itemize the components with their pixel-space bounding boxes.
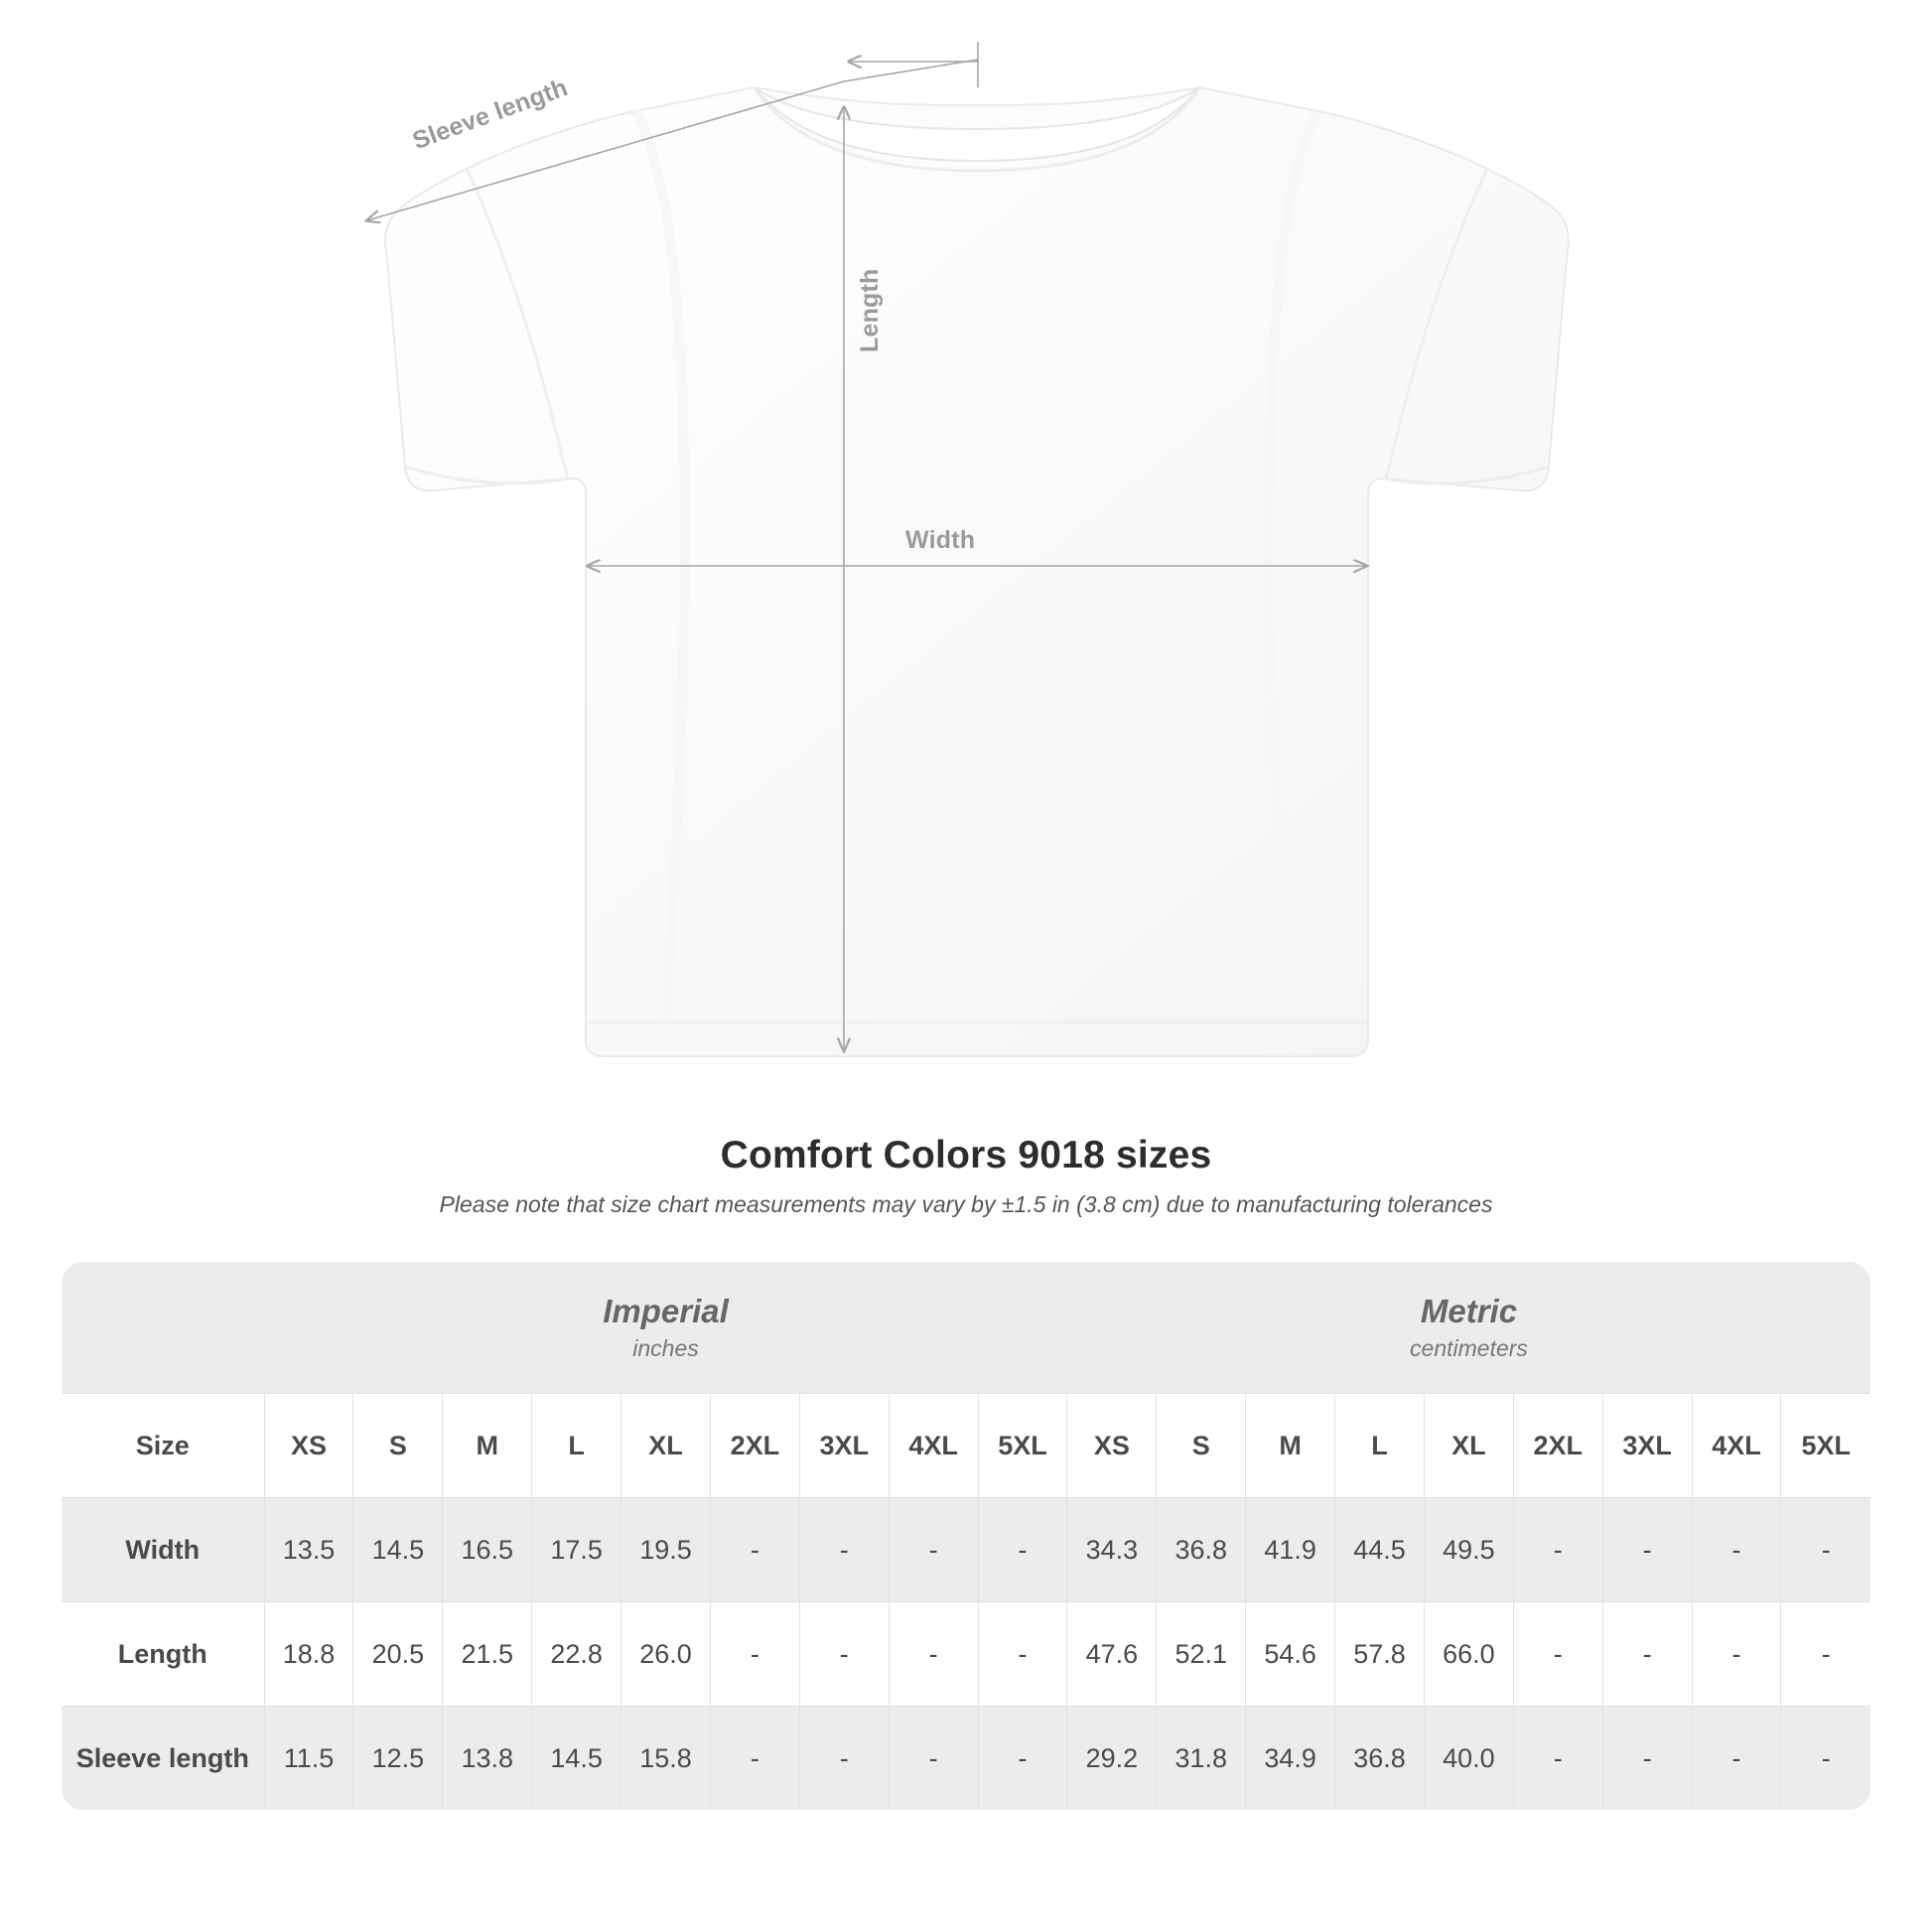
cell-sleeve-16: - [1692, 1707, 1781, 1811]
cell-length-1: 20.5 [353, 1602, 443, 1707]
cell-length-0: 18.8 [264, 1602, 353, 1707]
size-header-m-imperial: M [443, 1394, 532, 1498]
page-title: Comfort Colors 9018 sizes [720, 1134, 1212, 1176]
size-header-s-imperial: S [353, 1394, 443, 1498]
cell-width-7: - [889, 1498, 978, 1602]
cell-sleeve-4: 15.8 [621, 1707, 711, 1811]
cell-width-6: - [799, 1498, 889, 1602]
tshirt-shape [385, 87, 1569, 1056]
cell-sleeve-8: - [978, 1707, 1067, 1811]
cell-width-1: 14.5 [353, 1498, 443, 1602]
cell-sleeve-2: 13.8 [443, 1707, 532, 1811]
cell-sleeve-10: 31.8 [1157, 1707, 1246, 1811]
cell-sleeve-12: 36.8 [1335, 1707, 1425, 1811]
size-header-m-metric: M [1246, 1394, 1335, 1498]
cell-width-11: 41.9 [1246, 1498, 1335, 1602]
cell-sleeve-3: 14.5 [532, 1707, 621, 1811]
size-header-2xl-imperial: 2XL [710, 1394, 799, 1498]
cell-sleeve-9: 29.2 [1067, 1707, 1157, 1811]
cell-sleeve-7: - [889, 1707, 978, 1811]
cell-width-15: - [1602, 1498, 1692, 1602]
cell-width-9: 34.3 [1067, 1498, 1157, 1602]
cell-length-7: - [889, 1602, 978, 1707]
cell-length-17: - [1781, 1602, 1870, 1707]
row-label-length: Length [62, 1602, 264, 1707]
size-header-xl-imperial: XL [621, 1394, 711, 1498]
cell-width-0: 13.5 [264, 1498, 353, 1602]
cell-width-5: - [710, 1498, 799, 1602]
row-label-width: Width [62, 1498, 264, 1602]
sleeve-length-label: Sleeve length [409, 72, 572, 156]
cell-width-13: 49.5 [1424, 1498, 1513, 1602]
length-label: Length [856, 268, 884, 352]
size-header-5xl-metric: 5XL [1781, 1394, 1870, 1498]
cell-width-16: - [1692, 1498, 1781, 1602]
cell-length-11: 54.6 [1246, 1602, 1335, 1707]
cell-width-3: 17.5 [532, 1498, 621, 1602]
size-table [62, 1262, 1870, 1810]
cell-width-12: 44.5 [1335, 1498, 1425, 1602]
cell-length-8: - [978, 1602, 1067, 1707]
size-header-5xl-imperial: 5XL [978, 1394, 1067, 1498]
cell-width-2: 16.5 [443, 1498, 532, 1602]
row-label-sleeve-length: Sleeve length [62, 1707, 264, 1811]
unit-imperial-name: Imperial [603, 1293, 729, 1330]
cell-length-13: 66.0 [1424, 1602, 1513, 1707]
cell-sleeve-6: - [799, 1707, 889, 1811]
cell-sleeve-14: - [1513, 1707, 1602, 1811]
size-header-xs-metric: XS [1067, 1394, 1157, 1498]
size-table-container [62, 1262, 1870, 1810]
size-header-label: Size [62, 1394, 264, 1498]
unit-imperial-sub: inches [632, 1334, 699, 1361]
cell-sleeve-0: 11.5 [264, 1707, 353, 1811]
cell-length-2: 21.5 [443, 1602, 532, 1707]
cell-width-8: - [978, 1498, 1067, 1602]
width-label: Width [905, 526, 976, 554]
tolerance-note: Please note that size chart measurements may vary by ±1.5 in (3.8 cm) due to manufacturing tolerances [439, 1191, 1493, 1217]
cell-sleeve-1: 12.5 [353, 1707, 443, 1811]
size-header-2xl-metric: 2XL [1513, 1394, 1602, 1498]
cell-sleeve-5: - [710, 1707, 799, 1811]
cell-length-10: 52.1 [1157, 1602, 1246, 1707]
size-header-3xl-metric: 3XL [1602, 1394, 1692, 1498]
cell-sleeve-13: 40.0 [1424, 1707, 1513, 1811]
title-block [0, 1134, 1932, 1218]
cell-width-17: - [1781, 1498, 1870, 1602]
cell-length-14: - [1513, 1602, 1602, 1707]
cell-width-14: - [1513, 1498, 1602, 1602]
size-header-xs-imperial: XS [264, 1394, 353, 1498]
size-header-row [62, 1394, 1870, 1498]
unit-imperial [264, 1262, 1067, 1394]
unit-metric-sub: centimeters [1410, 1334, 1528, 1361]
cell-sleeve-17: - [1781, 1707, 1870, 1811]
size-header-3xl-imperial: 3XL [799, 1394, 889, 1498]
cell-width-10: 36.8 [1157, 1498, 1246, 1602]
cell-length-15: - [1602, 1602, 1692, 1707]
cell-length-9: 47.6 [1067, 1602, 1157, 1707]
cell-length-6: - [799, 1602, 889, 1707]
table-row-width [62, 1498, 1870, 1602]
units-header-row [62, 1262, 1870, 1394]
cell-sleeve-15: - [1602, 1707, 1692, 1811]
unit-metric-name: Metric [1420, 1293, 1518, 1330]
units-spacer [62, 1262, 264, 1394]
size-header-4xl-metric: 4XL [1692, 1394, 1781, 1498]
size-header-s-metric: S [1157, 1394, 1246, 1498]
cell-sleeve-11: 34.9 [1246, 1707, 1335, 1811]
unit-metric [1067, 1262, 1870, 1394]
cell-length-5: - [710, 1602, 799, 1707]
table-row-sleeve-length [62, 1707, 1870, 1811]
size-header-l-metric: L [1335, 1394, 1425, 1498]
cell-length-3: 22.8 [532, 1602, 621, 1707]
size-header-4xl-imperial: 4XL [889, 1394, 978, 1498]
cell-length-12: 57.8 [1335, 1602, 1425, 1707]
cell-length-4: 26.0 [621, 1602, 711, 1707]
size-header-l-imperial: L [532, 1394, 621, 1498]
size-header-xl-metric: XL [1424, 1394, 1513, 1498]
cell-width-4: 19.5 [621, 1498, 711, 1602]
cell-length-16: - [1692, 1602, 1781, 1707]
table-row-length [62, 1602, 1870, 1707]
